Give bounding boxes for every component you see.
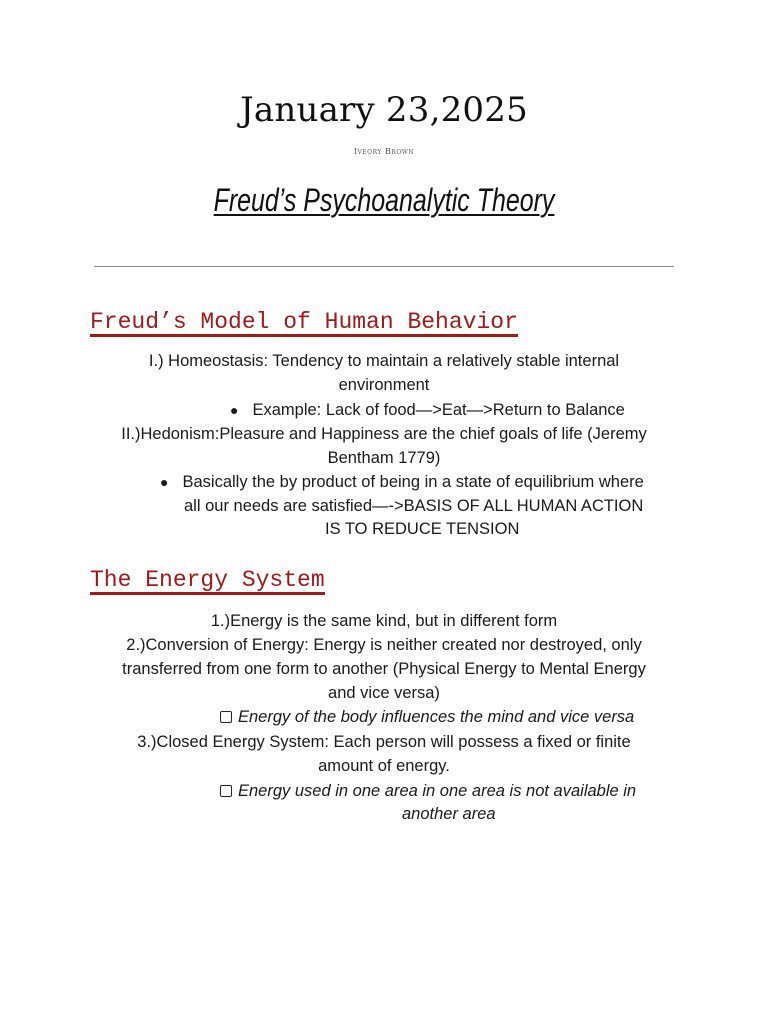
horizontal-divider — [94, 266, 674, 267]
text-line: amount of energy. — [318, 757, 450, 775]
checkbox-item — [220, 705, 634, 729]
document-date: January 23,2025 — [240, 90, 528, 130]
text-line: I.) Homeostasis: Tendency to maintain a relatively stable internal — [148, 352, 620, 370]
bullet-text: Basically the by product of being in a state of equilibrium where — [182, 473, 644, 491]
author-name: Iveory Brown — [353, 147, 415, 156]
checkbox-icon — [220, 711, 232, 723]
text-line: all our needs are satisfied—->BASIS OF ALL HUMAN ACTION — [184, 497, 644, 515]
text-line: transferred from one form to another (Physical Energy to Mental Energy — [122, 660, 646, 678]
checkbox-icon — [220, 785, 232, 797]
text-line: II.)Hedonism:Pleasure and Happiness are the chief goals of life (Jeremy — [121, 425, 647, 443]
text-line: environment — [338, 376, 430, 394]
section-heading-text: Freud’s Model of Human Behavior — [90, 309, 518, 335]
text-line: 2.)Conversion of Energy: Energy is neither created nor destroyed, only — [126, 636, 642, 654]
bullet-text: Example: Lack of food—>Eat—>Return to Balance — [252, 401, 625, 419]
bullet-icon: ● — [160, 474, 169, 490]
text-line: and vice versa) — [328, 684, 440, 702]
text-line: IS TO REDUCE TENSION — [325, 520, 520, 538]
text-line: Bentham 1779) — [327, 449, 441, 467]
bullet-item — [160, 470, 644, 494]
bullet-item — [230, 398, 625, 422]
section-heading-energy — [90, 567, 325, 595]
section-heading-text: The Energy System — [90, 567, 325, 593]
checkbox-item — [220, 779, 636, 803]
text-line: 1.)Energy is the same kind, but in different form — [210, 612, 558, 630]
section-heading-model — [90, 309, 518, 337]
text-line: another area — [402, 805, 496, 823]
document-title: Freud’s Psychoanalytic Theory — [213, 182, 555, 218]
checkbox-text: Energy of the body influences the mind and vice versa — [238, 708, 635, 726]
bullet-icon: ● — [230, 402, 239, 418]
checkbox-text: Energy used in one area in one area is not available in — [238, 782, 637, 800]
text-line: 3.)Closed Energy System: Each person will possess a fixed or finite — [137, 733, 631, 751]
